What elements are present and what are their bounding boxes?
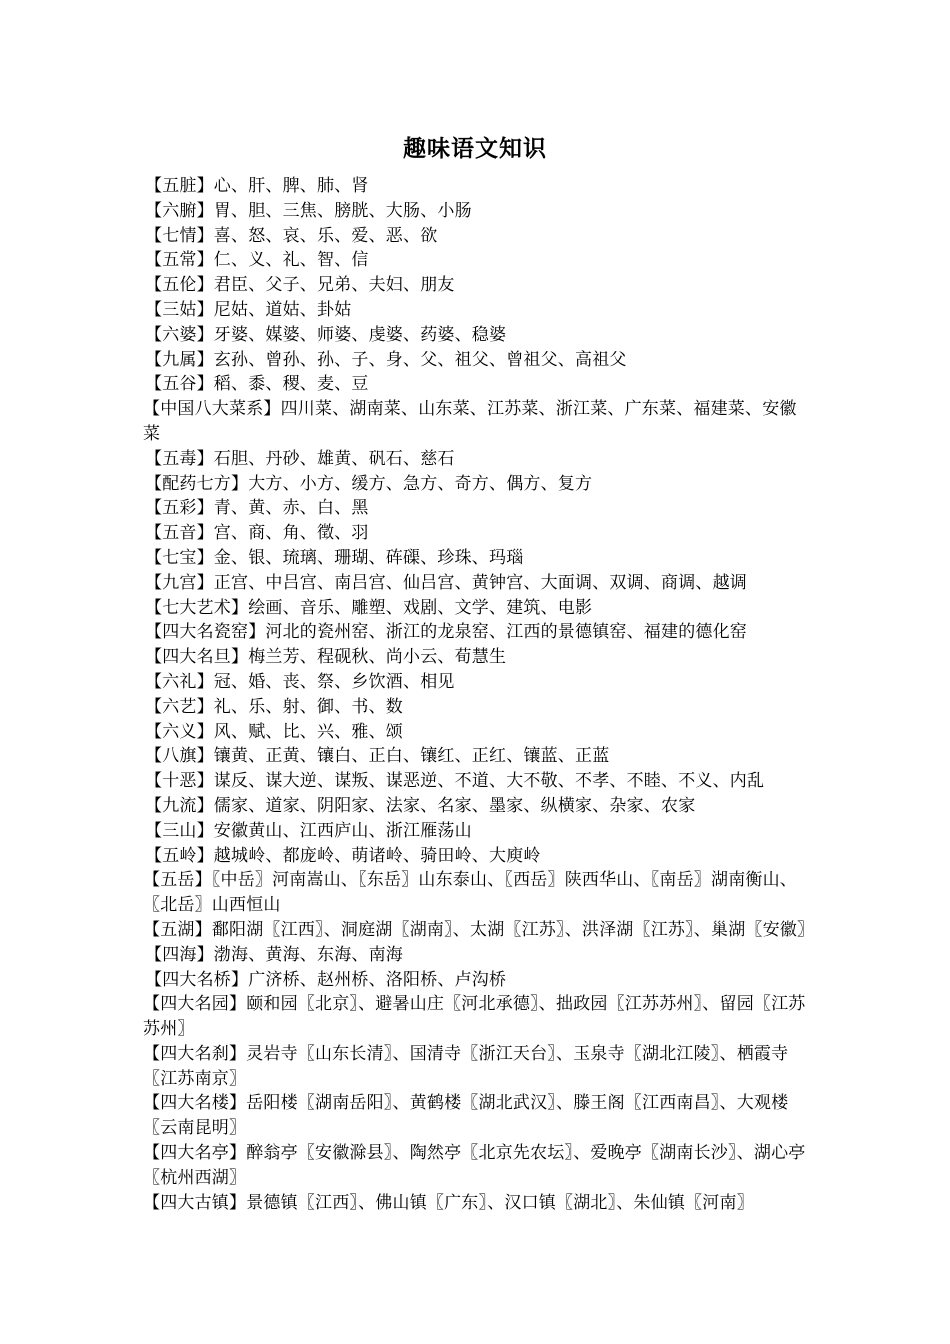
text-line: 【中国八大菜系】四川菜、湖南菜、山东菜、江苏菜、浙江菜、广东菜、福建菜、安徽菜 bbox=[143, 399, 797, 444]
text-line: 【六礼】冠、婚、丧、祭、乡饮酒、相见 bbox=[145, 671, 455, 692]
page-title: 趣味语文知识 bbox=[403, 136, 547, 162]
text-line: 【四海】渤海、黄海、东海、南海 bbox=[145, 944, 403, 965]
text-line: 【五彩】青、黄、赤、白、黑 bbox=[145, 498, 369, 519]
document-body bbox=[143, 174, 813, 1215]
text-line: 【五岭】越城岭、都庞岭、萌诸岭、骑田岭、大庾岭 bbox=[145, 845, 541, 866]
text-line: 【九流】儒家、道家、阴阳家、法家、名家、墨家、纵横家、杂家、农家 bbox=[145, 795, 696, 816]
text-line: 【三姑】尼姑、道姑、卦姑 bbox=[145, 299, 352, 320]
text-line: 【五常】仁、义、礼、智、信 bbox=[145, 250, 369, 271]
text-line: 【八旗】镶黄、正黄、镶白、正白、镶红、正红、镶蓝、正蓝 bbox=[145, 746, 610, 767]
text-line: 【四大名刹】灵岩寺〖山东长清〗、国清寺〖浙江天台〗、玉泉寺〖湖北江陵〗、栖霞寺〖江苏南京〗 bbox=[143, 1043, 789, 1089]
text-line: 【五毒】石胆、丹砂、雄黄、矾石、慈石 bbox=[145, 448, 455, 469]
text-line: 【五湖】鄱阳湖〖江西〗、洞庭湖〖湖南〗、太湖〖江苏〗、洪泽湖〖江苏〗、巢湖〖安徽〗 bbox=[143, 919, 815, 940]
text-line: 【六艺】礼、乐、射、御、书、数 bbox=[145, 696, 403, 717]
text-line: 【五音】宫、商、角、徵、羽 bbox=[145, 523, 369, 544]
text-line: 【五伦】君臣、父子、兄弟、夫妇、朋友 bbox=[145, 275, 455, 296]
text-line: 【七情】喜、怒、哀、乐、爱、恶、欲 bbox=[145, 225, 438, 246]
text-line: 【六婆】牙婆、媒婆、师婆、虔婆、药婆、稳婆 bbox=[145, 324, 507, 345]
text-line: 【配药七方】大方、小方、缓方、急方、奇方、偶方、复方 bbox=[145, 473, 593, 494]
text-line: 【四大名园】颐和园〖北京〗、避暑山庄〖河北承德〗、拙政园〖江苏苏州〗、留园〖江苏苏州〗 bbox=[143, 994, 806, 1040]
text-line: 【五谷】稻、黍、稷、麦、豆 bbox=[145, 374, 369, 395]
text-line: 【六腑】胃、胆、三焦、膀胱、大肠、小肠 bbox=[145, 200, 472, 221]
text-line: 【三山】安徽黄山、江西庐山、浙江雁荡山 bbox=[145, 820, 472, 841]
text-line: 【九宫】正宫、中吕宫、南吕宫、仙吕宫、黄钟宫、大面调、双调、商调、越调 bbox=[145, 572, 747, 593]
text-line: 【六义】风、赋、比、兴、雅、颂 bbox=[145, 721, 403, 742]
text-line: 【四大名旦】梅兰芳、程砚秋、尚小云、荀慧生 bbox=[145, 647, 507, 668]
text-line: 【五脏】心、肝、脾、肺、肾 bbox=[145, 176, 369, 196]
text-line: 【四大名瓷窑】河北的瓷州窑、浙江的龙泉窑、江西的景德镇窑、福建的德化窑 bbox=[145, 622, 747, 643]
text-line: 【七大艺术】绘画、音乐、雕塑、戏剧、文学、建筑、电影 bbox=[145, 597, 593, 618]
text-line: 【九属】玄孙、曾孙、孙、子、身、父、祖父、曾祖父、高祖父 bbox=[145, 349, 627, 370]
text-line: 【四大古镇】景德镇〖江西〗、佛山镇〖广东〗、汉口镇〖湖北〗、朱仙镇〖河南〗 bbox=[143, 1192, 754, 1213]
text-line: 【四大名亭】醉翁亭〖安徽滁县〗、陶然亭〖北京先农坛〗、爱晚亭〖湖南长沙〗、湖心亭〖杭州西湖〗 bbox=[143, 1143, 806, 1188]
text-line: 【十恶】谋反、谋大逆、谋叛、谋恶逆、不道、大不敬、不孝、不睦、不义、内乱 bbox=[145, 771, 765, 792]
text-line: 【七宝】金、银、琉璃、珊瑚、砗磲、珍珠、玛瑙 bbox=[145, 547, 524, 568]
text-line: 【四大名桥】广济桥、赵州桥、洛阳桥、卢沟桥 bbox=[145, 969, 507, 990]
text-line: 【五岳】〖中岳〗河南嵩山、〖东岳〗山东泰山、〖西岳〗陕西华山、〖南岳〗湖南衡山、〖北岳〗山西恒山 bbox=[143, 870, 797, 916]
text-line: 【四大名楼】岳阳楼〖湖南岳阳〗、黄鹤楼〖湖北武汉〗、滕王阁〖江西南昌〗、大观楼〖云南昆明〗 bbox=[143, 1093, 789, 1139]
